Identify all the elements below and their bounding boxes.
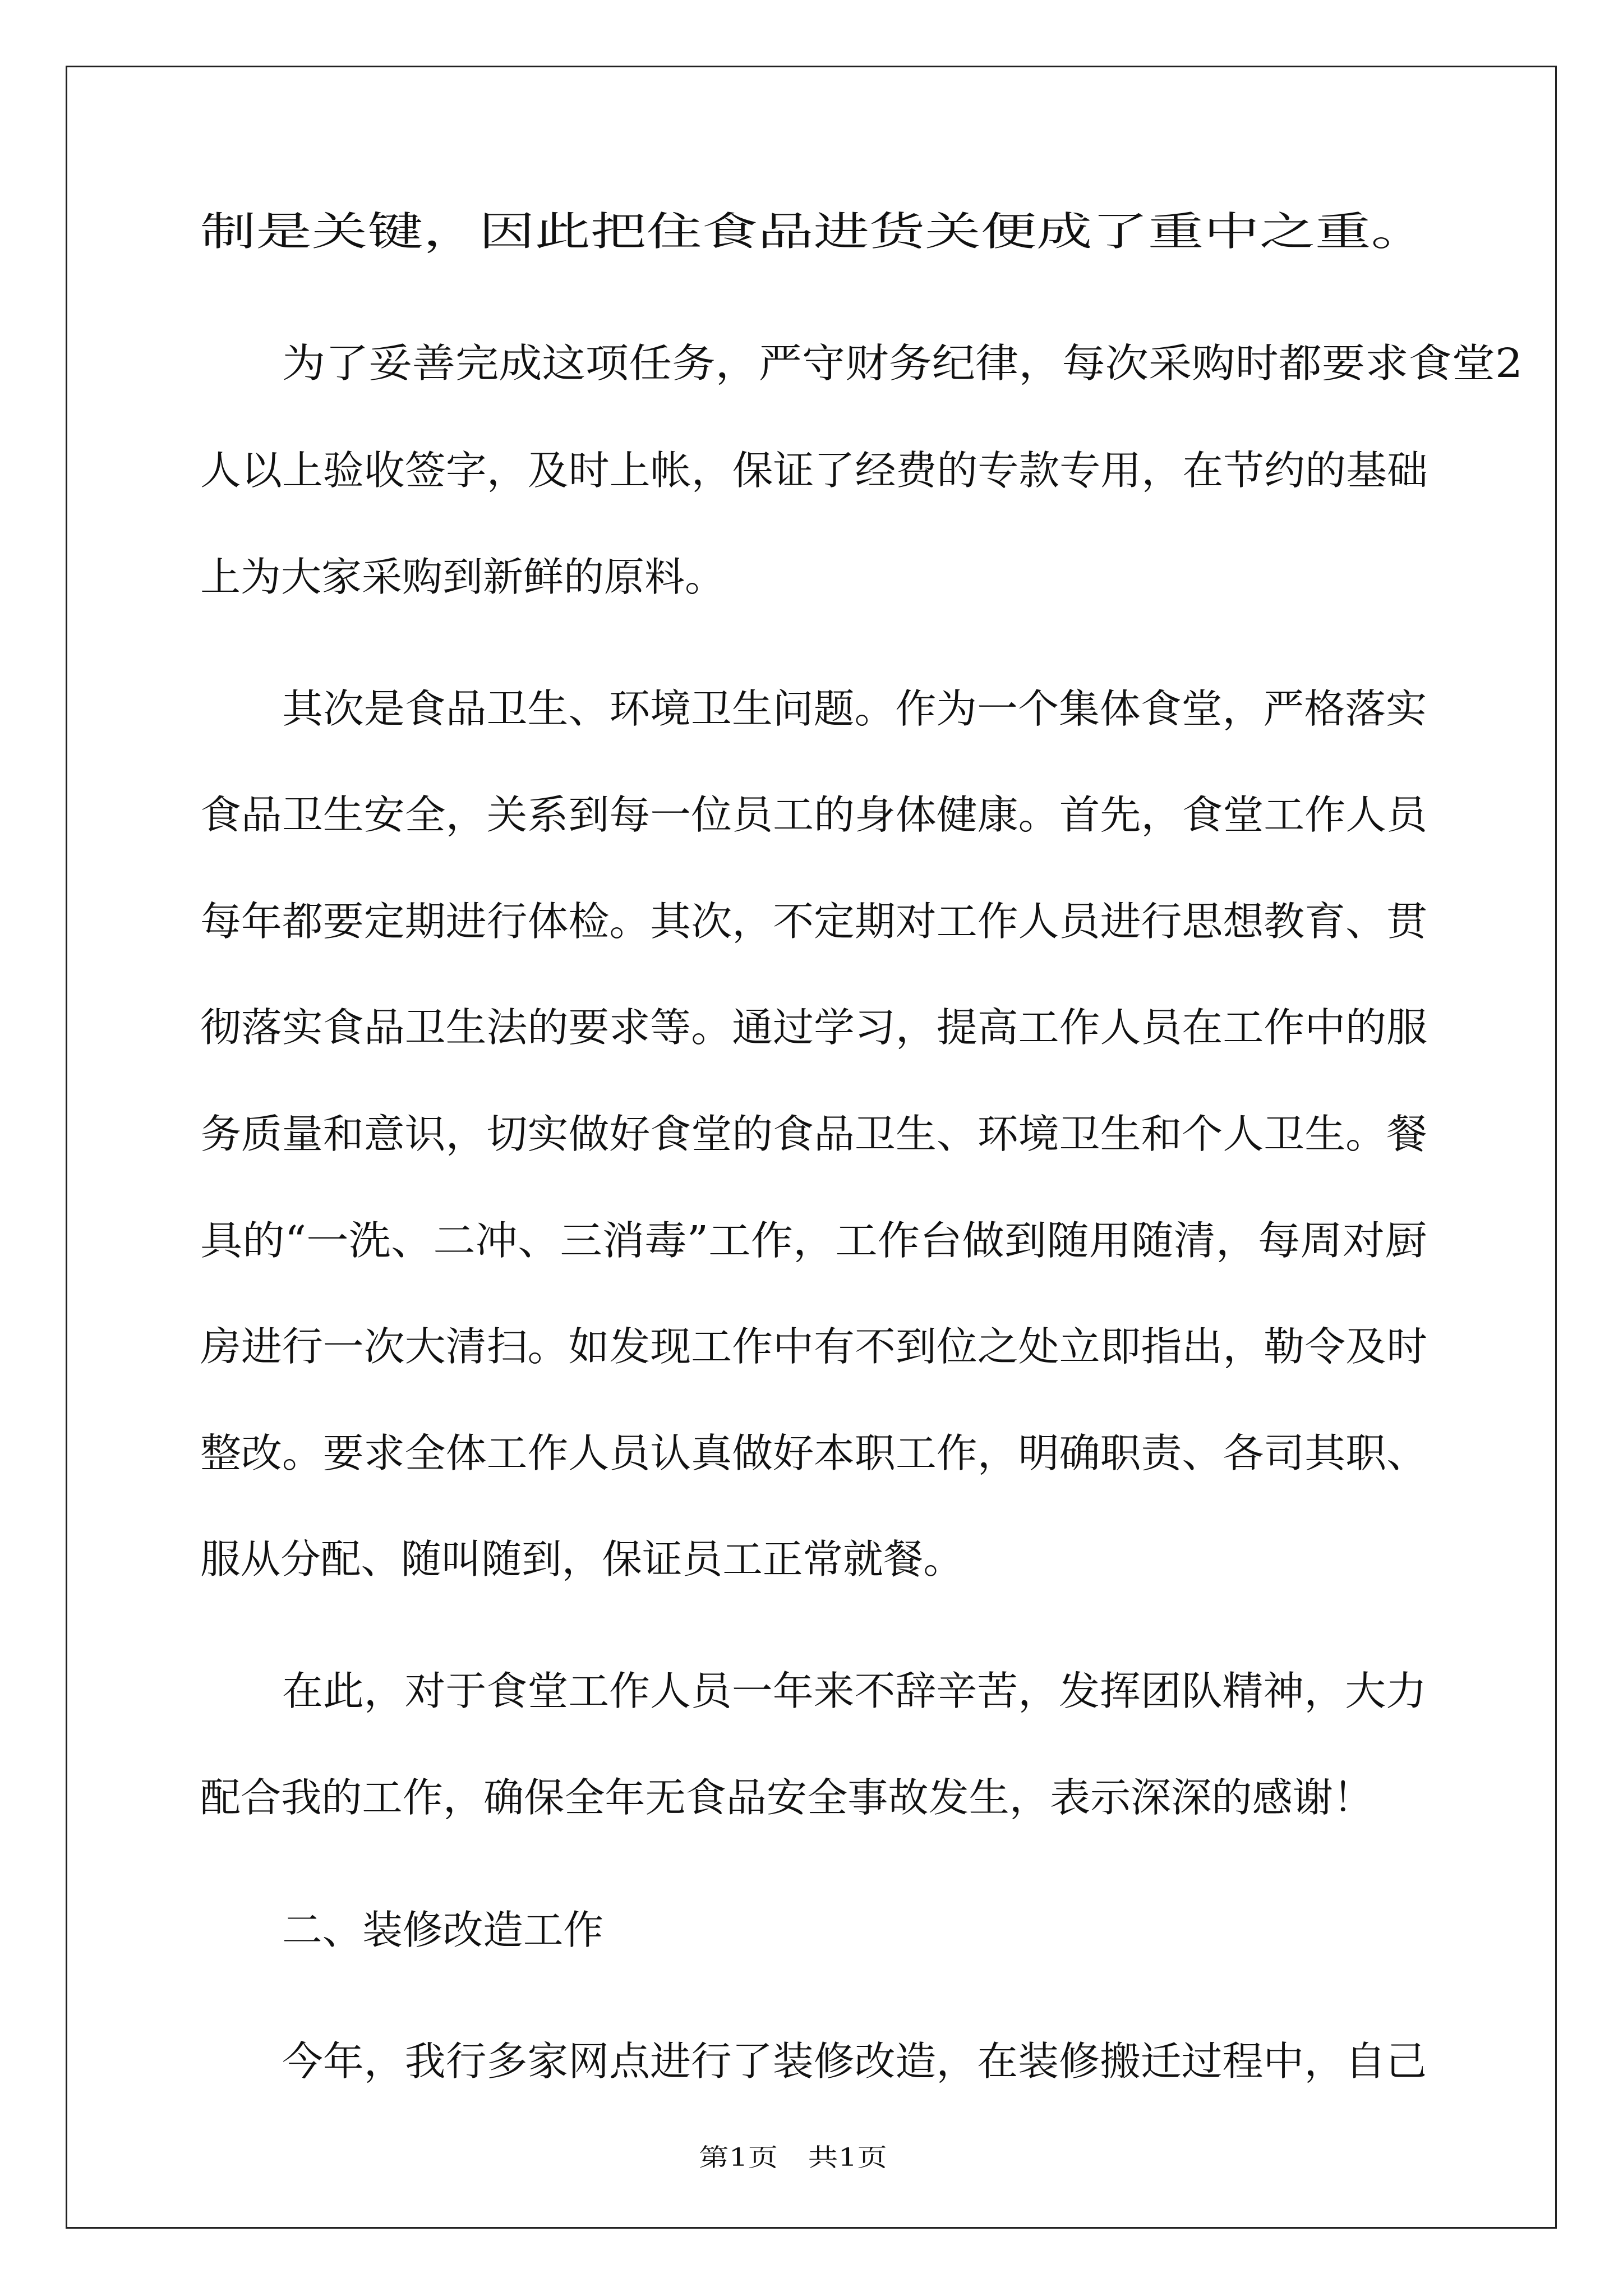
text-line: 彻落实食品卫生法的要求等。通过学习，提高工作人员在工作中的服 [200,1004,1428,1051]
text-line: 整改。要求全体工作人员认真做好本职工作，明确职责、各司其职、 [200,1430,1428,1476]
text-line: 房进行一次大清扫。如发现工作中有不到位之处立即指出，勒令及时 [200,1323,1428,1370]
text-line: 制是关键，因此把住食品进货关便成了重中之重。 [200,208,1427,255]
text-line: 为了妥善完成这项任务，严守财务纪律，每次采购时都要求食堂2 [282,340,1523,386]
text-line: 上为大家采购到新鲜的原料。 [200,554,726,600]
text-line: 具的“一洗、二冲、三消毒”工作，工作台做到随用随清，每周对厨 [200,1217,1427,1264]
text-line: 今年，我行多家网点进行了装修改造，在装修搬迁过程中，自己 [282,2038,1427,2085]
text-line: 人以上验收签字，及时上帐，保证了经费的专款专用，在节约的基础 [200,447,1428,494]
text-line: 配合我的工作，确保全年无食品安全事故发生，表示深深的感谢！ [200,1774,1374,1821]
text-line: 每年都要定期进行体检。其次，不定期对工作人员进行思想教育、贯 [200,898,1428,945]
text-line: 务质量和意识，切实做好食堂的食品卫生、环境卫生和个人卫生。餐 [200,1111,1428,1157]
text-line: 在此，对于食堂工作人员一年来不辞辛苦，发挥团队精神，大力 [282,1668,1427,1714]
text-line: 食品卫生安全，关系到每一位员工的身体健康。首先，食堂工作人员 [200,792,1428,838]
text-line: 服从分配、随叫随到，保证员工正常就餐。 [200,1536,964,1582]
text-line: 其次是食品卫生、环境卫生问题。作为一个集体食堂，严格落实 [282,685,1427,732]
page-footer: 第1页 共1页 [699,2143,887,2172]
section-heading: 二、装修改造工作 [282,1907,604,1953]
